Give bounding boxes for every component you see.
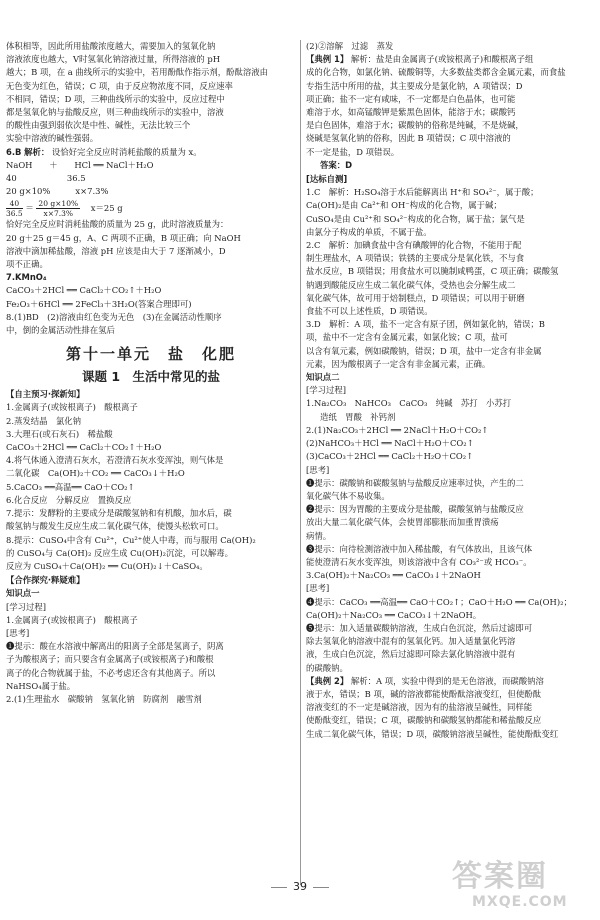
equation: 5.CaCO₃ ══高温══ CaO＋CO₂↑ — [6, 481, 135, 492]
unit-title: 第十一单元 盐 化肥 — [65, 345, 236, 364]
text-line: 1.金属离子(或铵根离子) 酸根离子 — [6, 402, 138, 413]
text-line: ❷提示：因为胃酸的主要成分是盐酸，碳酸氢钠与盐酸反应 — [306, 504, 524, 515]
right-column — [306, 40, 592, 741]
analysis-tag: 解析： — [24, 146, 50, 157]
equation: NaOH ＋ HCl ══ NaCl＋H₂O — [6, 159, 154, 170]
text-line: 的碳酸钠。 — [306, 662, 348, 673]
text-line: 反应为 CuSO₄＋Ca(OH)₂ ══ Cu(OH)₂↓＋CaSO₄。 — [6, 560, 208, 571]
text-line: 1.Na₂CO₃ NaHCO₃ CaCO₃ 纯碱 苏打 小苏打 — [306, 398, 512, 409]
text-line: 1.C 解析：H₂SO₄溶于水后能解离出 H⁺和 SO₄²⁻，属于酸； — [306, 187, 539, 198]
text-line: ❸提示：向待检测溶液中加入稀盐酸，有气体放出，且该气体 — [306, 543, 533, 554]
section-heading: 【合作探究·释疑难】 — [6, 575, 85, 586]
text-line: ❶提示：酸在水溶液中解离出的阳离子全部是氢离子，阴离 — [6, 641, 224, 652]
text-line: 离子的化合物就属于盐，不必考虑还含有其他离子。所以 — [6, 667, 216, 678]
text-line: 烧碱是氢氧化钠的俗称，因此 B 项错误；C 项中溶液的 — [306, 133, 511, 144]
text-line: 液，生成白色沉淀，然后过滤即可除去氯化钠溶液中混有 — [306, 649, 516, 660]
text-line: Ca(OH)₂是由 Ca²⁺和 OH⁻构成的化合物，属于碱； — [306, 200, 502, 211]
sub-heading: [思考] — [6, 627, 30, 638]
lesson-title: 课题 1 生活中常见的盐 — [81, 369, 221, 385]
text-line: 专指生活中所用的盐，其主要成分是氯化钠，A 项错误；D — [306, 80, 523, 91]
fraction: $\frac{20 g\times 10\%}{x\times 7.3\%}$ — [38, 199, 79, 219]
example-tag: 【典例 2】 — [306, 675, 349, 686]
answer-label: 答案：D — [320, 159, 353, 170]
text-line: 不相同，错误；D 项，三种曲线所示的实验中，反应过程中 — [6, 93, 225, 104]
answer-6-text: 设恰好完全反应时消耗盐酸的质量为 x。 — [51, 146, 202, 157]
left-column — [6, 40, 296, 706]
text-line: 除去氢氧化钠溶液中混有的氢氧化钙。加入适量氯化钙溶 — [306, 636, 516, 647]
equation: (2)NaHCO₃＋HCl ══ NaCl＋H₂O＋CO₂↑ — [306, 438, 474, 449]
text-line: 都是氢氧化钠与盐酸反应，则三种曲线所示的实验中，溶液 — [6, 107, 224, 118]
watermark-logo: 答案圈 MXQE.COM — [452, 859, 568, 910]
answer-6 — [6, 146, 296, 159]
text-line: 钠遇到酸能反应生成二氧化碳气体，受热也会分解生成二 — [306, 279, 516, 290]
text-line: 氧化碳气体，故可用于焙制糕点，D 项错误；可以用于研磨 — [306, 292, 525, 303]
text-line: Ca(OH)₂＋Na₂CO₃ ══ CaCO₃↓＋2NaOH。 — [306, 609, 482, 620]
text-line: 子为酸根离子；而只要含有金属离子(或铵根离子)和酸根 — [6, 654, 214, 665]
text-line: 2.蒸发结晶 氯化钠 — [6, 415, 81, 426]
text-line: 制生理盐水，A 项错误；铁锈的主要成分是氧化铁，不与食 — [306, 253, 525, 264]
text-line: 2.(1)生理盐水 碳酸钠 氢氧化钠 防腐剂 融雪剂 — [6, 693, 202, 704]
text-line: (2)②溶解 过滤 蒸发 — [306, 41, 394, 51]
knowledge-point: 知识点一 — [6, 588, 40, 599]
text-line: 2.C 解析：加碘食盐中含有碘酸钾的化合物，不能用于配 — [306, 240, 522, 251]
rule — [271, 887, 287, 888]
text-line: NaHSO₄属于盐。 — [6, 680, 76, 691]
text-line: 无色变为红色，错误；C 项，由于反应物浓度不同，反应速率 — [6, 80, 233, 91]
knowledge-point: 知识点二 — [306, 372, 340, 383]
text-line: 溶液中滴加稀盐酸，溶液 pH 应该是由大于 7 逐渐减小，D — [6, 245, 226, 256]
text-line: 酸氢钠与酸发生反应生成二氧化碳气体，使馒头松软可口。 — [6, 521, 224, 532]
text-line: 项正确；盐不一定有咸味，不一定都是白色晶体，也可能 — [306, 93, 516, 104]
text-line: 元素，因为酸根离子一定含有非金属元素，正确。 — [306, 358, 491, 369]
text-line: 能使澄清石灰水变浑浊，则该溶液中含有 CO₃²⁻或 HCO₃⁻。 — [306, 556, 532, 567]
text-line: ❺提示：加入适量碳酸钠溶液，生成白色沉淀，然后过滤即可 — [306, 622, 533, 633]
text-line: 项不正确。 — [6, 259, 48, 270]
page-number: 39 — [0, 880, 600, 893]
proportion-formula: $\frac{40}{36.5}$ ＝ $\frac{20 g\times 10\%}{x\times 7.3\%}$ x＝25 g — [6, 199, 123, 219]
text-line: 不一定是盐，D 项错误。 — [306, 146, 400, 157]
text-line: 4.将气体通入澄清石灰水，若澄清石灰水变浑浊，则气体是 — [6, 455, 224, 466]
text-line: 难溶于水，如高锰酸钾是紫黑色固体，能溶于水；碳酸钙 — [306, 107, 516, 118]
text-line: 越大；B 项，在 a 曲线所示的实验中，若用酚酞作指示剂，酚酞溶液由 — [6, 67, 269, 78]
sub-heading: [学习过程] — [306, 385, 347, 396]
text-line: 造纸 胃酸 补钙剂 — [320, 411, 396, 422]
text-line: 使酚酞变红，错误；C 项，碳酸钠和碳酸氢钠都能和稀盐酸反应 — [306, 715, 542, 726]
text-line: 是白色固体，难溶于水；碳酸钠的俗称是纯碱，不是烧碱， — [306, 120, 524, 131]
text-line: ❹提示：CaCO₃ ══高温══ CaO＋CO₂↑；CaO＋H₂O ══ Ca(OH)₂； — [306, 596, 572, 607]
text-line: 恰好完全反应时消耗盐酸的质量为 25 g，此时溶液质量为： — [6, 219, 229, 230]
text-line: CuSO₄是由 Cu²⁺和 SO₄²⁻构成的化合物，属于盐；氯气是 — [306, 213, 525, 224]
answer-7-head: 7.KMnO₄ — [6, 272, 47, 283]
text-line: 体积相等，因此所用盐酸浓度越大，需要加入的氢氧化钠 — [6, 41, 216, 51]
equation: 20 g×10% x×7.3% — [6, 186, 109, 197]
equation: Fe₂O₃＋6HCl ══ 2FeCl₃＋3H₂O(答案合理即可) — [6, 298, 192, 309]
example-1: 【典例 1】 解析：盐是由金属离子(或铵根离子)和酸根离子组 — [306, 54, 534, 65]
text-line: 8.(1)BD (2)溶液由红色变为无色 (3)在金属活动性顺序 — [6, 311, 222, 322]
text-line: 病情。 — [306, 530, 332, 541]
text-line: 溶液变红的不一定是碱溶液，因为有的盐溶液呈碱性，同样能 — [306, 702, 533, 713]
text-line: 生成二氧化碳气体，错误；D 项，碳酸钠溶液呈碱性，能使酚酞变红 — [306, 728, 559, 739]
text-line: 溶液浓度也越大，Ⅴ时氢氧化钠溶液过量，所得溶液的 pH — [6, 54, 220, 65]
equation: CaCO₃＋2HCl ══ CaCl₂＋CO₂↑＋H₂O — [6, 285, 162, 296]
sub-heading: [学习过程] — [6, 601, 47, 612]
text-line: 项，盐中不一定含有金属元素，如氯化铵；C 项，盐可 — [306, 332, 508, 343]
text-line: 20 g＋25 g＝45 g，A、C 两项不正确，B 项正确；向 NaOH — [6, 232, 241, 243]
sub-heading: [思考] — [306, 583, 330, 594]
text-line: 1.金属离子(或铵根离子) 酸根离子 — [6, 614, 138, 625]
rule — [313, 887, 329, 888]
example-2: 【典例 2】 解析：A 项，实验中得到的是无色溶液，而碳酸钠溶 — [306, 675, 544, 686]
result: x＝25 g — [90, 203, 123, 214]
text-line: 以含有氧元素，例如碳酸钠，错误；D 项，盐中一定含有非金属 — [306, 345, 542, 356]
equation: 40 36.5 — [6, 173, 86, 184]
text-line: 盐水反应，B 项错误；用食盐水可以腌制咸鸭蛋，C 项正确；碳酸氢 — [306, 266, 559, 277]
answer-6-head: 6.B — [6, 146, 22, 157]
example-tag: 【典例 1】 — [306, 54, 349, 65]
text-line: 食盐不可以上述性质，D 项错误。 — [306, 306, 433, 317]
fraction: $\frac{40}{36.5}$ — [6, 199, 23, 219]
text-line: 3.大理石(或石灰石) 稀盐酸 — [6, 428, 113, 439]
sub-heading: [思考] — [306, 464, 330, 475]
text-line: 实验中溶液的碱性强弱。 — [6, 133, 99, 144]
equation: 3.Ca(OH)₂＋Na₂CO₃ ══ CaCO₃↓＋2NaOH — [306, 570, 481, 581]
text-line: 二氧化碳 Ca(OH)₂＋CO₂ ══ CaCO₃↓＋H₂O — [6, 468, 185, 479]
text-line: 的酸性由强到弱依次是中性、碱性，无法比较三个 — [6, 120, 191, 131]
section-heading: [达标自测] — [306, 174, 348, 185]
text-line: 液于水，错误；B 项，碱的溶液都能使酚酞溶液变红，但使酚酞 — [306, 688, 541, 699]
text-line: 6.化合反应 分解反应 置换反应 — [6, 494, 132, 505]
text-line: 3.D 解析：A 项，盐不一定含有原子团，例如氯化钠，错误；B — [306, 319, 545, 330]
text-line: 中，倒的金属活动性排在氢后 — [6, 325, 115, 336]
equation: (3)CaCO₃＋2HCl ══ CaCl₂＋H₂O＋CO₂↑ — [306, 451, 474, 462]
equation: 2.(1)Na₂CO₃＋2HCl ══ 2NaCl＋H₂O＋CO₂↑ — [306, 424, 489, 435]
equation: CaCO₃＋2HCl ══ CaCl₂＋CO₂↑＋H₂O — [6, 442, 162, 453]
text-line: 成的化合物，如氯化钠、硫酸铜等，大多数盐类都含金属元素，而食盐 — [306, 67, 566, 78]
column-divider — [300, 40, 301, 885]
section-heading: 【自主预习·探新知】 — [6, 389, 85, 400]
text-line: 氧化碳气体不易收集。 — [306, 490, 390, 501]
text-line: 的 CuSO₄与 Ca(OH)₂ 反应生成 Cu(OH)₂沉淀，可以解毒。 — [6, 547, 233, 558]
text-line: 8.提示：CuSO₄中含有 Cu²⁺，Cu²⁺使人中毒，而与服用 Ca(OH)₂ — [6, 534, 256, 545]
text-line: 放出大量二氧化碳气体，会使胃部膨胀而加重胃溃疡 — [306, 517, 499, 528]
text-line: 7.提示：发酵粉的主要成分是碳酸氢钠和有机酸，加水后，碳 — [6, 508, 232, 519]
text-line: ❶提示：碳酸钠和碳酸氢钠与盐酸反应速率过快，产生的二 — [306, 477, 524, 488]
text-line: 由氯分子构成的单质，不属于盐。 — [306, 226, 432, 237]
